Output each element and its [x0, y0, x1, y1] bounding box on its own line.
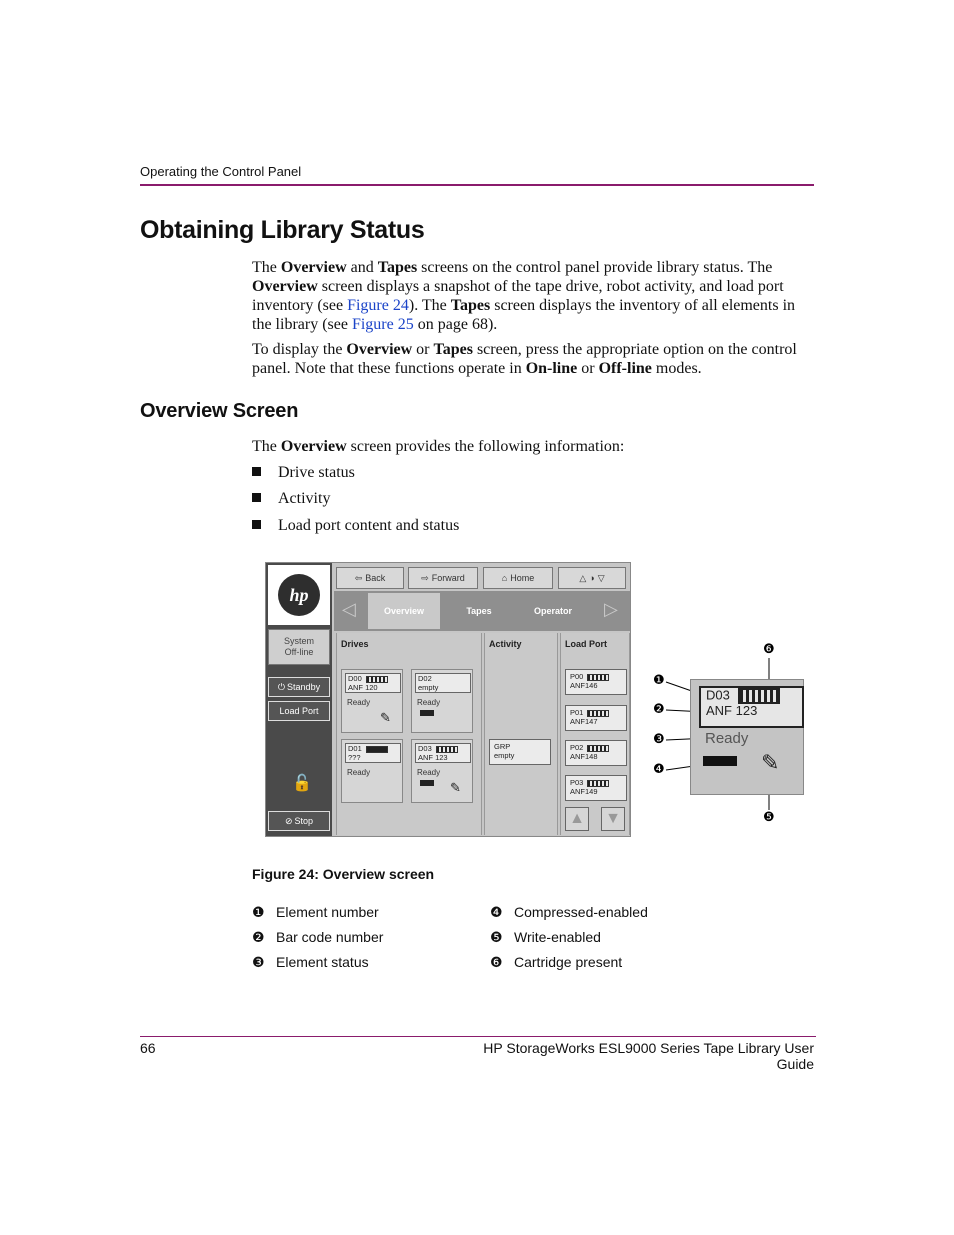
cartridge-present-icon: [738, 688, 780, 704]
stop-button[interactable]: ⊘ Stop: [268, 811, 330, 831]
figure-25-link[interactable]: Figure 25: [351, 316, 414, 333]
forward-button[interactable]: ⇨ Forward: [408, 567, 478, 589]
barcode-icon: [587, 674, 609, 681]
footer-rule: [140, 1036, 816, 1037]
tab-right-arrow-icon[interactable]: ▷: [604, 599, 618, 619]
activity-slot[interactable]: GRP empty: [489, 739, 551, 765]
power-icon: ⏻: [277, 681, 286, 692]
callout-5: ❺: [763, 810, 775, 825]
compressed-icon: [420, 710, 434, 720]
intro-paragraph-1: The Overview and Tapes screens on the control panel provide library status. The Overview screen displays a snapshot of the tape drive, robot activity, and load port inventory (see Figure 24). The Tapes screen displays the inventory of all elements in the library (see Figure 25 on page 68).: [252, 259, 796, 333]
drive-slot[interactable]: D02 empty Ready: [411, 669, 473, 733]
cartridge-icon: [366, 746, 388, 753]
panel-left-column: [266, 563, 332, 836]
tab-tapes[interactable]: Tapes: [466, 606, 492, 616]
forward-arrow-icon: ⇨: [421, 572, 429, 583]
barcode-icon: [587, 745, 609, 752]
barcode-icon: [436, 746, 458, 753]
drives-title: Drives: [341, 639, 369, 649]
callout-1: ❶: [653, 673, 665, 688]
load-port-section: [560, 633, 630, 835]
standby-button[interactable]: ⏻ Standby: [268, 677, 330, 697]
load-port-title: Load Port: [565, 639, 607, 649]
callout-4: ❹: [653, 762, 665, 777]
callout-6: ❻: [763, 642, 775, 657]
compressed-enabled-icon: [703, 756, 737, 784]
legend-item: ❺ Write-enabled: [490, 929, 601, 946]
stop-icon: ⊘: [284, 815, 293, 826]
zoomed-drive-slot: [690, 679, 804, 795]
page-title: Obtaining Library Status: [140, 216, 425, 244]
scroll-down-icon[interactable]: ▼: [601, 807, 625, 831]
lock-icon: 🔓: [292, 775, 312, 792]
legend-item: ❷ Bar code number: [252, 929, 384, 946]
callout-2: ❷: [653, 702, 665, 717]
port-slot[interactable]: P03 ANF149: [565, 775, 627, 801]
port-slot[interactable]: P00 ANF146: [565, 669, 627, 695]
drives-section: [336, 633, 482, 835]
activity-section: [484, 633, 558, 835]
legend-item: ❹ Compressed-enabled: [490, 904, 648, 921]
tab-operator[interactable]: Operator: [533, 606, 572, 616]
write-enabled-icon: ✎: [450, 780, 461, 795]
port-slot[interactable]: P02 ANF148: [565, 740, 627, 766]
port-slot[interactable]: P01 ANF147: [565, 705, 627, 731]
back-button[interactable]: ⇦ Back: [336, 567, 404, 589]
scroll-up-icon[interactable]: ▲: [565, 807, 589, 831]
brightness-down-icon[interactable]: ▽: [597, 572, 605, 583]
barcode-icon: [587, 710, 609, 717]
bullet-square: [252, 467, 261, 476]
zoomed-status: Ready: [705, 730, 749, 747]
load-port-button[interactable]: Load Port: [268, 701, 330, 721]
bullet-square: [252, 520, 261, 529]
contrast-icon: ◑: [589, 573, 595, 583]
drive-slot[interactable]: D00 ANF 120 Ready ✎: [341, 669, 403, 733]
write-enabled-icon: ✎: [761, 750, 780, 775]
hp-logo-box: [268, 565, 330, 625]
tab-overview[interactable]: Overview: [368, 593, 440, 629]
header-rule: [140, 184, 814, 186]
drive-slot[interactable]: D01 ??? Ready: [341, 739, 403, 803]
barcode-icon: [366, 676, 388, 683]
tab-left-arrow-icon[interactable]: ◁: [342, 599, 356, 619]
home-icon: ⌂: [501, 573, 508, 583]
section-intro: The Overview screen provides the following information:: [252, 438, 625, 455]
book-title: HP StorageWorks ESL9000 Series Tape Library User Guide: [483, 1040, 814, 1072]
drive-slot[interactable]: D03 ANF 123 Ready ✎: [411, 739, 473, 803]
compressed-icon: [420, 780, 434, 790]
barcode-icon: [587, 780, 609, 787]
intro-paragraph-2: To display the Overview or Tapes screen, press the appropriate option on the control panel. Note that these functions operate in On-line or Off-line modes.: [252, 341, 797, 377]
control-panel-figure: [265, 562, 631, 837]
brightness-up-icon[interactable]: △: [579, 572, 587, 583]
hp-logo: hp: [278, 574, 320, 616]
bullet-item: Activity: [252, 490, 330, 508]
legend-item: ❻ Cartridge present: [490, 954, 623, 971]
running-header: Operating the Control Panel: [140, 164, 302, 179]
bullet-item: Load port content and status: [252, 517, 459, 535]
tab-row: [334, 591, 630, 631]
section-heading: Overview Screen: [140, 400, 299, 422]
write-enabled-icon: ✎: [380, 710, 391, 725]
figure-24-link[interactable]: Figure 24: [347, 297, 409, 314]
home-button[interactable]: ⌂ Home: [483, 567, 553, 589]
zoomed-label: D03 ANF 123: [699, 686, 804, 728]
back-arrow-icon: ⇦: [354, 572, 363, 583]
legend-item: ❸ Element status: [252, 954, 369, 971]
brightness-controls[interactable]: [558, 567, 626, 589]
bullet-square: [252, 493, 261, 502]
bullet-item: Drive status: [252, 464, 355, 482]
system-status-box: System Off-line: [268, 629, 330, 665]
figure-caption: Figure 24: Overview screen: [252, 866, 435, 882]
legend-item: ❶ Element number: [252, 904, 379, 921]
activity-title: Activity: [489, 639, 522, 649]
callout-3: ❸: [653, 732, 665, 747]
page-number: 66: [140, 1040, 156, 1056]
